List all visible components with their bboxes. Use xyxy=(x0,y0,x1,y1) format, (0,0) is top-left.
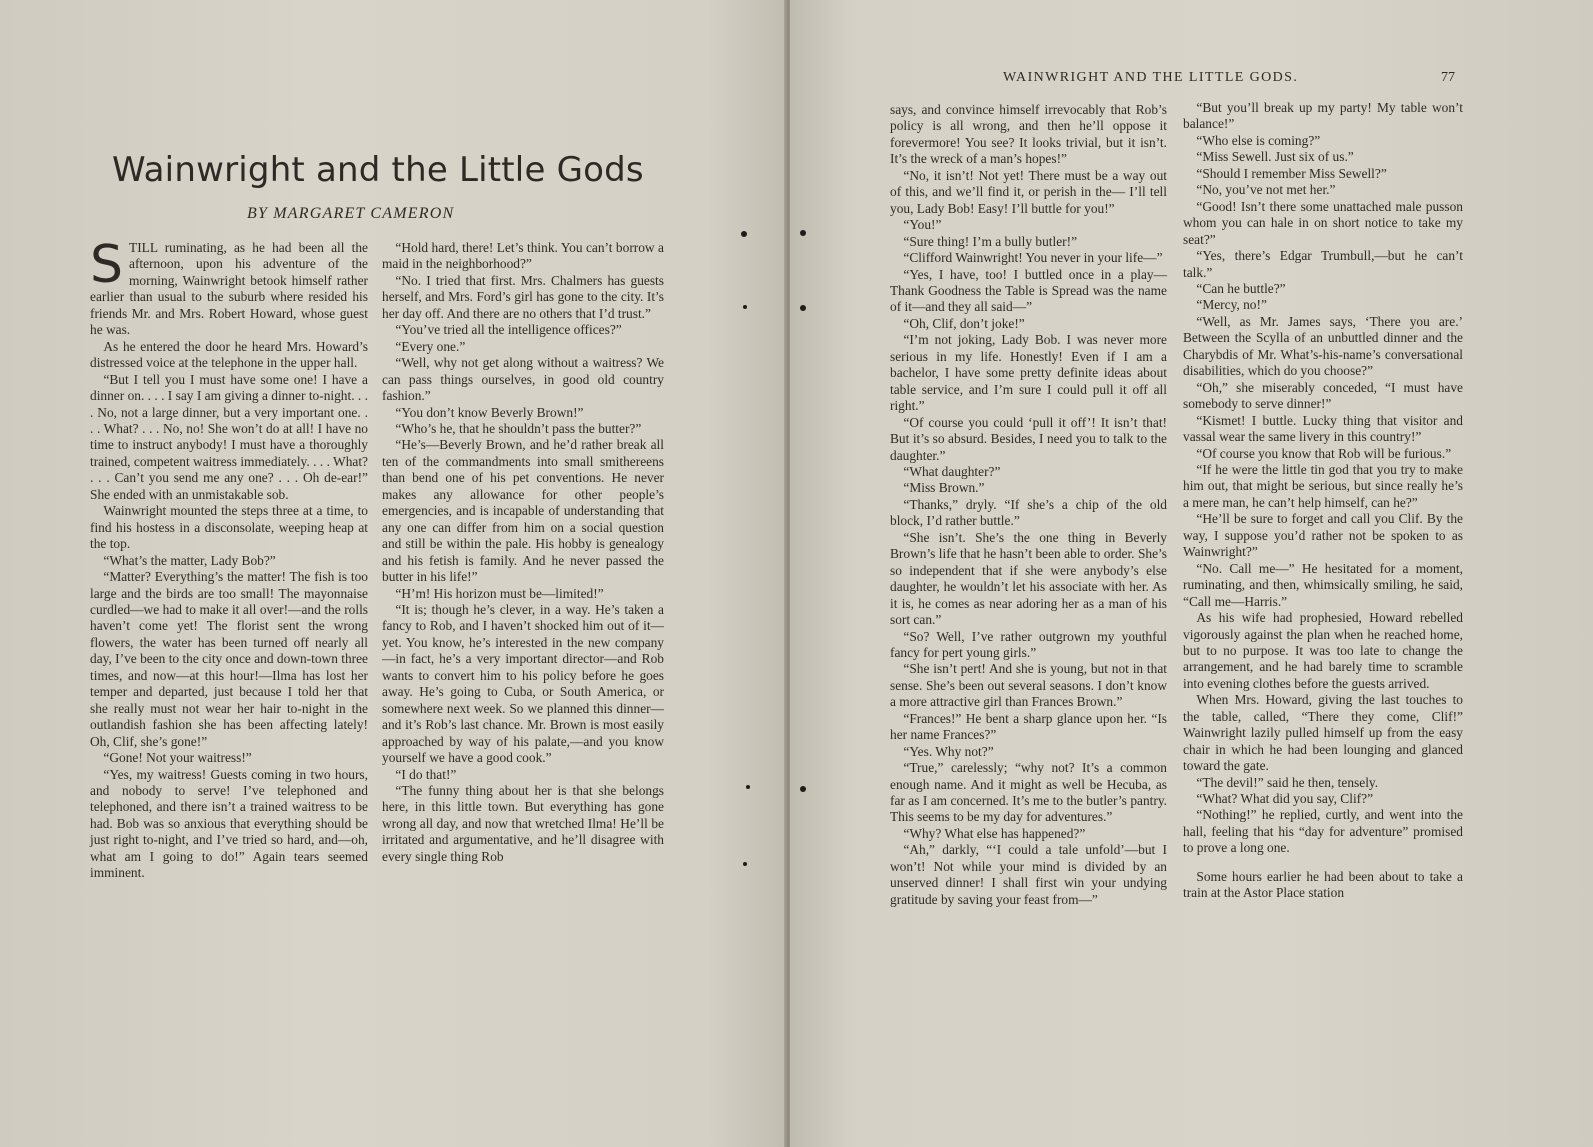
paragraph-text: “Can he buttle?” xyxy=(1196,280,1286,296)
paragraph-text: “She isn’t pert! And she is young, but not in that sense. She’s been out several seasons. I don’t know a more attractive girl than Frances Brown.” xyxy=(890,661,1167,710)
paragraph-text: “Of course you know that Rob will be furious.” xyxy=(1196,445,1452,461)
paragraph xyxy=(1183,561,1463,610)
paragraph-text: “He’s—Beverly Brown, and he’d rather break all ten of the commandments into small smithereens than bend one of his pet conventions. He never makes any allowance for other people’s emergencies, and is incapable of understanding that any one can differ from him on a social question and still be within the pale. His hobby is genealogy and his fetish is family. And he never passed the butter in his life!” xyxy=(382,437,664,585)
paragraph xyxy=(890,332,1167,414)
paragraph-text: “You don’t know Beverly Brown!” xyxy=(395,404,584,420)
paragraph xyxy=(890,217,1167,233)
paragraph xyxy=(1183,380,1463,413)
paragraph-text: “No, it isn’t! Not yet! There must be a way out of this, and we’ll find it, or perish in the— I’ll tell you, Lady Bob! Easy! I’ll buttle for you!” xyxy=(890,167,1167,216)
margin-mark xyxy=(741,231,747,237)
paragraph xyxy=(890,629,1167,662)
paragraph xyxy=(890,497,1167,530)
paragraph-text: “What’s the matter, Lady Bob?” xyxy=(103,552,276,568)
paragraph-text: “Thanks,” dryly. “If she’s a chip of the old block, I’d rather buttle.” xyxy=(890,496,1167,529)
paragraph xyxy=(1183,775,1463,791)
paragraph xyxy=(382,273,664,322)
byline: BY MARGARET CAMERON xyxy=(247,205,455,222)
paragraph-text: “Kismet! I buttle. Lucky thing that visitor and vassal wear the same livery in this country!” xyxy=(1183,412,1463,445)
paragraph-text: “Who else is coming?” xyxy=(1196,132,1321,148)
paragraph-text: “Hold hard, there! Let’s think. You can’t borrow a maid in the neighborhood?” xyxy=(382,240,664,272)
paragraph xyxy=(1183,610,1463,692)
paragraph-text: “No. Call me—” He hesitated for a moment, ruminating, and then, whimsically smiling, he said, “Call me—Harris.” xyxy=(1183,560,1463,609)
paragraph xyxy=(1183,248,1463,281)
paragraph xyxy=(1183,166,1463,182)
paragraph-text: “You!” xyxy=(903,217,942,233)
paragraph-text: Wainwright mounted the steps three at a time, to find his hostess in a disconsolate, weeping heap at the top. xyxy=(90,503,368,552)
paragraph-text: “Oh, Clif, don’t joke!” xyxy=(903,315,1025,331)
paragraph xyxy=(1183,413,1463,446)
drop-cap: S xyxy=(90,235,124,295)
paragraph-text: “Yes, my waitress! Guests coming in two hours, and nobody to serve! I’ve telephoned and telephoned, and there isn’t a trained waitress to be had. Bob was so anxious that everything should be just right to-night, and I’ve tried so hard, and—oh, what am I going to do!” Again tears seemed imminent. xyxy=(90,766,368,881)
paragraph xyxy=(382,421,664,437)
paragraph xyxy=(1183,199,1463,248)
margin-mark xyxy=(743,305,747,309)
paragraph xyxy=(382,339,664,355)
paragraph xyxy=(890,711,1167,744)
paragraph xyxy=(382,437,664,585)
paragraph-text: “Every one.” xyxy=(395,338,466,354)
paragraph xyxy=(890,102,1167,168)
page-number: 77 xyxy=(1441,70,1455,85)
paragraph xyxy=(90,569,368,750)
paragraph-text: “I’m not joking, Lady Bob. I was never more serious in my life. Honestly! Even if I am a bachelor, I have some pretty definite ideas about table service, and I’m sure I could pull it off all right.” xyxy=(890,332,1167,414)
paragraph-text: “Mercy, no!” xyxy=(1196,297,1267,313)
margin-mark xyxy=(800,786,806,792)
paragraph-text: “Oh,” she miserably conceded, “I must have somebody to serve dinner!” xyxy=(1183,379,1463,412)
paragraph xyxy=(1183,791,1463,807)
left-column-1 xyxy=(90,235,368,882)
paragraph xyxy=(382,405,664,421)
paragraph-text: Some hours earlier he had been about to take a train at the Astor Place station xyxy=(1183,868,1463,901)
paragraph xyxy=(1183,869,1463,902)
paragraph xyxy=(1183,314,1463,380)
left-page xyxy=(0,0,786,1147)
paragraph-text: “You’ve tried all the intelligence offices?” xyxy=(395,322,622,338)
paragraph xyxy=(382,783,664,865)
paragraph xyxy=(382,355,664,404)
paragraph-text: “Well, as Mr. James says, ‘There you are.’ Between the Scylla of an unbuttled dinner and the Charybdis of Mr. What’s-his-name’s conversational disabilities, which do you choose?” xyxy=(1183,313,1463,379)
paragraph-text: “Why? What else has happened?” xyxy=(903,825,1086,841)
paragraph xyxy=(890,250,1167,266)
paragraph-text: “Miss Brown.” xyxy=(903,480,985,496)
paragraph xyxy=(1183,133,1463,149)
paragraph xyxy=(890,415,1167,464)
margin-mark xyxy=(743,862,747,866)
paragraph-text: “I do that!” xyxy=(395,766,457,782)
paragraph xyxy=(90,235,368,339)
paragraph-text: “He’ll be sure to forget and call you Clif. By the way, I suppose you’d rather not be spoken to as Wainwright?” xyxy=(1183,511,1463,560)
paragraph xyxy=(890,464,1167,480)
paragraph-text: “Yes, I have, too! I buttled once in a play—Thank Goodness the Table is Spread was the name of it—and they all said—” xyxy=(890,266,1167,315)
paragraph-text: “Frances!” He bent a sharp glance upon her. “Is her name Frances?” xyxy=(890,710,1167,743)
paragraph-text: “So? Well, I’ve rather outgrown my youthful fancy for pert young girls.” xyxy=(890,628,1167,660)
paragraph-text: “Yes, there’s Edgar Trumbull,—but he can’t talk.” xyxy=(1183,248,1463,280)
paragraph-text: “No. I tried that first. Mrs. Chalmers has guests herself, and Mrs. Ford’s girl has gone to the city. It’s her day off. And there are no others that I’d trust.” xyxy=(382,272,664,321)
paragraph-text: As he entered the door he heard Mrs. Howard’s distressed voice at the telephone in the upper hall. xyxy=(90,338,368,371)
paragraph xyxy=(382,602,664,767)
paragraph xyxy=(90,503,368,552)
paragraph-text: “What daughter?” xyxy=(903,463,1001,479)
paragraph xyxy=(890,661,1167,710)
paragraph-text: “Clifford Wainwright! You never in your life—” xyxy=(903,250,1163,266)
paragraph-text: “She isn’t. She’s the one thing in Beverly Brown’s life that he hasn’t been able to order. She’s so independent that if she were anybody’s else daughter, he wouldn’t let his associate with her. As it is, he comes as near adoring her as a man of his sort can.” xyxy=(890,529,1167,628)
paragraph xyxy=(1183,281,1463,297)
paragraph xyxy=(382,240,664,273)
paragraph xyxy=(890,234,1167,250)
paragraph-text: “Who’s he, that he shouldn’t pass the butter?” xyxy=(395,420,642,436)
paragraph-text: “Miss Sewell. Just six of us.” xyxy=(1196,149,1354,165)
paragraph-text: “The devil!” said he then, tensely. xyxy=(1196,774,1379,790)
paragraph xyxy=(890,842,1167,908)
margin-mark xyxy=(746,785,750,789)
paragraph xyxy=(382,586,664,602)
paragraph xyxy=(890,744,1167,760)
paragraph-text: “What? What did you say, Clif?” xyxy=(1196,791,1374,807)
margin-mark xyxy=(800,305,806,311)
paragraph xyxy=(890,826,1167,842)
paragraph-text: “Ah,” darkly, “‘I could a tale unfold’—but I won’t! Not while your mind is divided by an unserved dinner! I shall first win your undying gratitude by saving your feast from—” xyxy=(890,842,1167,907)
paragraph-text: “Matter? Everything’s the matter! The fish is too large and the birds are too small! The mayonnaise curdled—we had to make it all over!—and the rolls haven’t come yet! The florist sent the wrong flowers, the water has been turned off nearly all day, I’ve been to the city once and down-town three times, and now—at this hour!—Ilma has lost her temper and departed, just because I told her that she really must not wear her hair to-night in the outlandish fashion she has been affecting lately! Oh, Clif, she’s gone!” xyxy=(90,569,368,749)
paragraph-text: “H’m! His horizon must be—limited!” xyxy=(395,585,604,601)
paragraph xyxy=(90,750,368,766)
paragraph-text: “Nothing!” he replied, curtly, and went into the hall, feeling that his “day for adventure” promised to prove a long one. xyxy=(1183,807,1463,856)
paragraph-text: “But I tell you I must have some one! I have a dinner on. . . . I say I am giving a dinner to-night. . . . No, not a large dinner, but a very important one. . . . What? . . . No, no! She won’t do at all! I have no time to instruct anybody! I must have a thoroughly trained, competent waitress immediately. . . . What? . . . Can’t you send me any one? . . . Oh de-ear!” She ended with an unmistakable sob. xyxy=(90,371,368,502)
paragraph xyxy=(382,322,664,338)
paragraph xyxy=(1183,182,1463,198)
paragraph xyxy=(890,480,1167,496)
article-title: Wainwright and the Little Gods xyxy=(112,150,644,190)
paragraph-text: “True,” carelessly; “why not? It’s a common enough name. And it might as well be Hecuba, as far as I am concerned. It’s me to the butler’s pantry. This seems to be my day for adventures.” xyxy=(890,760,1167,825)
right-page xyxy=(790,0,1593,1147)
paragraph xyxy=(890,530,1167,629)
paragraph-text: “Yes. Why not?” xyxy=(903,743,994,759)
margin-mark xyxy=(800,230,806,236)
paragraph xyxy=(382,767,664,783)
paragraph xyxy=(890,168,1167,217)
paragraph xyxy=(90,553,368,569)
paragraph xyxy=(1183,100,1463,133)
paragraph-text: “If he were the little tin god that you try to make him out, that might be serious, but since really he’s a mere man, he can’t help himself, can he?” xyxy=(1183,461,1463,510)
right-column-1 xyxy=(890,102,1167,908)
paragraph-text: “But you’ll break up my party! My table won’t balance!” xyxy=(1183,100,1463,132)
paragraph-text: When Mrs. Howard, giving the last touches to the table, called, “There they come, Clif!” Wainwright lazily pulled himself up from the easy chair in which he had been lounging and glanced toward the gate. xyxy=(1183,692,1463,774)
paragraph-text: “Good! Isn’t there some unattached male pusson whom you can hale in on short notice to take my seat?” xyxy=(1183,198,1463,247)
paragraph xyxy=(1183,511,1463,560)
right-column-2 xyxy=(1183,100,1463,902)
paragraph xyxy=(1183,446,1463,462)
paragraph xyxy=(90,372,368,504)
paragraph-text: TILL ruminating, as he had been all the afternoon, upon his adventure of the morning, Wainwright betook himself rather earlier than usual to the suburb where resided his friends Mr. and Mrs. Robert Howard, whose guest he was. xyxy=(90,240,368,338)
paragraph xyxy=(1183,149,1463,165)
paragraph-text: “Should I remember Miss Sewell?” xyxy=(1196,165,1387,181)
paragraph xyxy=(1183,297,1463,313)
paragraph xyxy=(1183,462,1463,511)
paragraph-text: “Well, why not get along without a waitress? We can pass things ourselves, in good old country fashion.” xyxy=(382,355,664,404)
paragraph-text: “Of course you could ‘pull it off’! It isn’t that! But it’s so absurd. Besides, I need you to talk to the daughter.” xyxy=(890,414,1167,463)
paragraph-text: “The funny thing about her is that she belongs here, in this little town. But everything has gone wrong all day, and now that wretched Ilma! He’ll be irritated and argumentative, and he’ll disagree with every single thing Rob xyxy=(382,782,664,864)
paragraph-text: “No, you’ve not met her.” xyxy=(1196,182,1336,198)
paragraph-text: says, and convince himself irrevocably that Rob’s policy is all wrong, and then he’ll oppose it forevermore! You see? It looks trivial, but it isn’t. It’s the wreck of a man’s hopes!” xyxy=(890,102,1167,167)
paragraph xyxy=(1183,807,1463,856)
paragraph-text: “It is; though he’s clever, in a way. He’s taken a fancy to Rob, and I haven’t shocked him out of it—yet. You know, he’s interested in the new company—in fact, he’s a very important director—and Rob wants to convert him to his policy before he goes away. He’s going to Cuba, or South America, or somewhere next week. So we planned this dinner—and it’s Rob’s last chance. Mr. Brown is most easily approached by way of his palate,—and you know yourself we have a good cook.” xyxy=(382,601,664,766)
paragraph xyxy=(890,267,1167,316)
running-head: WAINWRIGHT AND THE LITTLE GODS. xyxy=(1003,70,1299,85)
paragraph-text: As his wife had prophesied, Howard rebelled vigorously against the plan when he reached home, but to no purpose. It was too late to change the arrangement, and he had barely time to scramble into evening clothes before the guests arrived. xyxy=(1183,610,1463,691)
paragraph-text: “Sure thing! I’m a bully butler!” xyxy=(903,233,1078,249)
left-column-2 xyxy=(382,240,664,865)
paragraph xyxy=(1183,692,1463,774)
paragraph xyxy=(890,760,1167,826)
paragraph-text: “Gone! Not your waitress!” xyxy=(103,750,252,766)
paragraph xyxy=(90,339,368,372)
paragraph xyxy=(90,767,368,882)
paragraph xyxy=(890,316,1167,332)
